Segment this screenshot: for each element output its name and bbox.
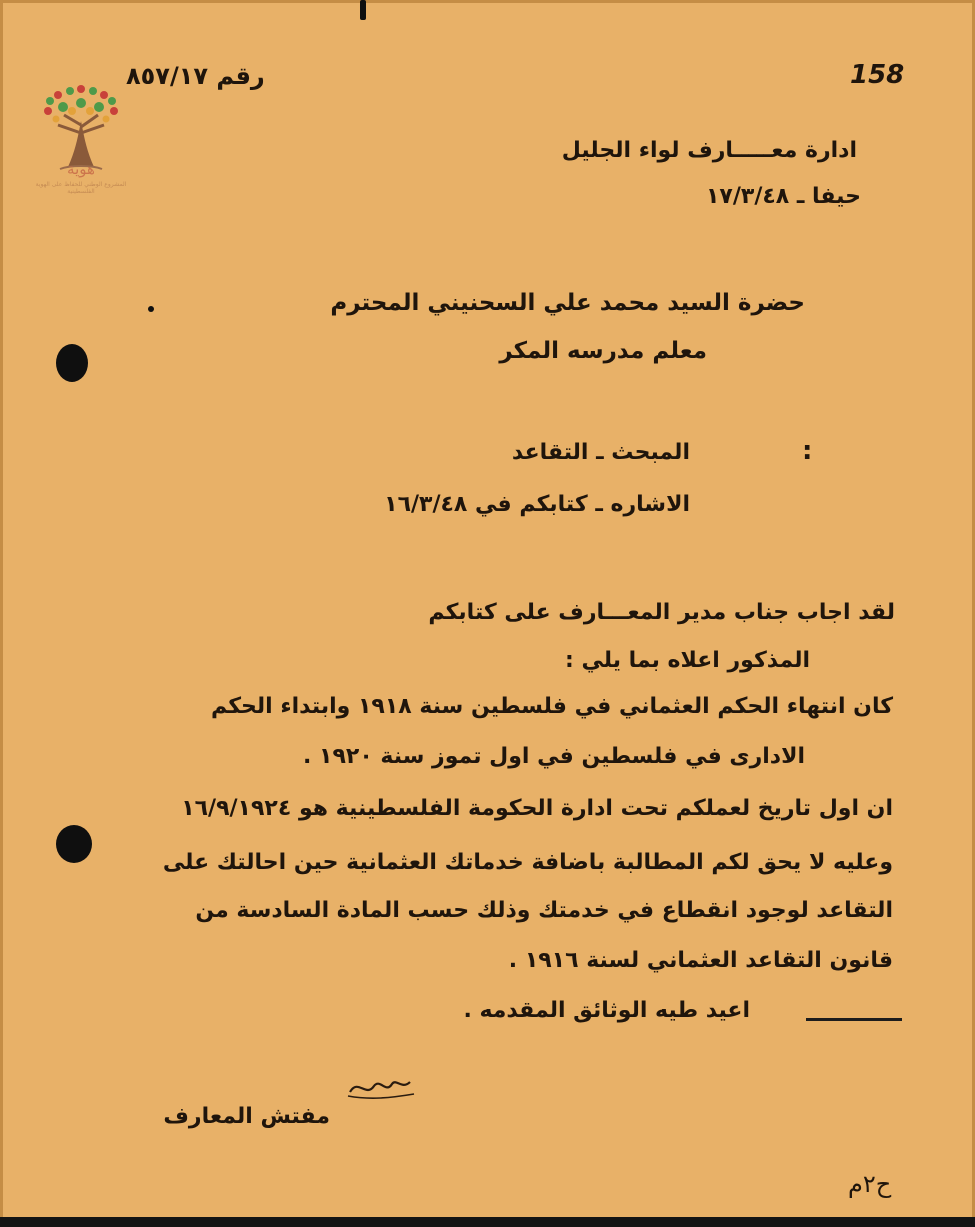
body-line: الادارى في فلسطين في اول تموز سنة ١٩٢٠ . bbox=[303, 744, 805, 769]
body-line: كان انتهاء الحكم العثماني في فلسطين سنة ١٩١٨ وابتداء الحكم bbox=[211, 694, 893, 719]
subject-colon: : bbox=[802, 436, 813, 466]
footer-code: ح٢م bbox=[848, 1170, 892, 1198]
body-line: لقد اجاب جناب مدير المعـــارف على كتابكم bbox=[428, 600, 895, 625]
punch-hole bbox=[56, 344, 88, 382]
recipient-name: حضرة السيد محمد علي السحنيني المحترم bbox=[330, 290, 805, 316]
body-line: ان اول تاريخ لعملكم تحت ادارة الحكومة الفلسطينية هو ١٦/٩/١٩٢٤ bbox=[181, 796, 893, 821]
subject-reference: الاشاره ـ كتابكم في ١٦/٣/٤٨ bbox=[384, 492, 690, 517]
scan-border bbox=[0, 1217, 975, 1227]
department-name: ادارة معـــــارف لواء الجليل bbox=[561, 138, 857, 163]
signature-title: مفتش المعارف bbox=[163, 1104, 330, 1129]
return-note-rule bbox=[806, 1018, 902, 1021]
punch-hole bbox=[56, 825, 92, 863]
return-note: اعيد طيه الوثائق المقدمه . bbox=[463, 998, 750, 1023]
body-line: وعليه لا يحق لكم المطالبة باضافة خدماتك العثمانية حين احالتك على bbox=[162, 850, 893, 875]
body-line: المذكور اعلاه بما يلي : bbox=[565, 648, 810, 673]
ink-speck bbox=[148, 306, 154, 312]
place-date: حيفا ـ ١٧/٣/٤٨ bbox=[706, 184, 861, 209]
body-line: قانون التقاعد العثماني لسنة ١٩١٦ . bbox=[508, 948, 893, 973]
handwritten-signature bbox=[330, 1072, 440, 1102]
body-line: التقاعد لوجود انقطاع في خدمتك وذلك حسب المادة السادسة من bbox=[195, 898, 893, 923]
reference-number: رقم ٨٥٧/١٧ bbox=[126, 62, 265, 90]
ink-speck bbox=[360, 0, 366, 20]
page-number: 158 bbox=[850, 60, 905, 90]
subject-topic: المبحث ـ التقاعد bbox=[511, 440, 690, 465]
recipient-position: معلم مدرسه المكر bbox=[499, 338, 707, 364]
logo-name: هوية bbox=[67, 160, 95, 178]
logo-subtitle: المشروع الوطني للحفاظ على الهوية الفلسطينية bbox=[35, 181, 127, 195]
